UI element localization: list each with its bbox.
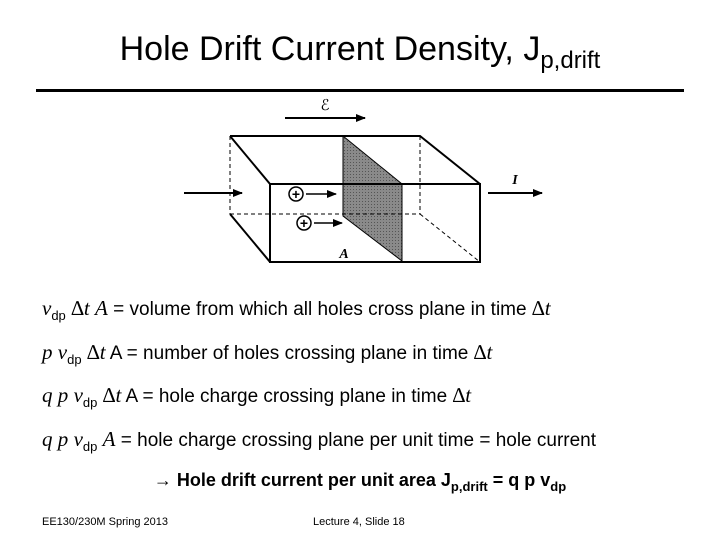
statement-charge: q p $v_{dp}$ ∆t A = hole charge crossing plane in time ∆t bbox=[42, 383, 472, 410]
svg-text:+: + bbox=[299, 215, 309, 231]
drift-diagram bbox=[170, 96, 550, 276]
title-underline bbox=[36, 89, 684, 92]
area-label: A bbox=[339, 247, 349, 262]
title-text: Hole Drift Current Density, J bbox=[119, 30, 541, 68]
current-label: I bbox=[512, 173, 518, 188]
arrow-icon: → bbox=[153, 470, 172, 490]
slide-title bbox=[0, 30, 720, 75]
cross-section-plane bbox=[343, 136, 402, 261]
statement-number: p $v_{dp}$ ∆t A = number of holes crossing plane in time ∆t bbox=[42, 340, 493, 367]
footer-slide-number: Lecture 4, Slide 18 bbox=[313, 516, 405, 528]
field-label: ℰ bbox=[320, 98, 330, 114]
title-subscript: p,drift bbox=[540, 47, 601, 74]
conclusion: → Hole drift current per unit area $J_{p,drift} = q$ p $v_{dp}$ bbox=[153, 470, 567, 494]
footer-course: EE130/230M Spring 2013 bbox=[42, 516, 168, 528]
statement-current: q p $v_{dp}$ A = hole charge crossing plane per unit time = hole current bbox=[42, 427, 597, 454]
svg-text:+: + bbox=[291, 186, 301, 202]
statement-volume: $v_{dp}$ ∆t A = volume from which all holes cross plane in time ∆t bbox=[42, 296, 551, 323]
